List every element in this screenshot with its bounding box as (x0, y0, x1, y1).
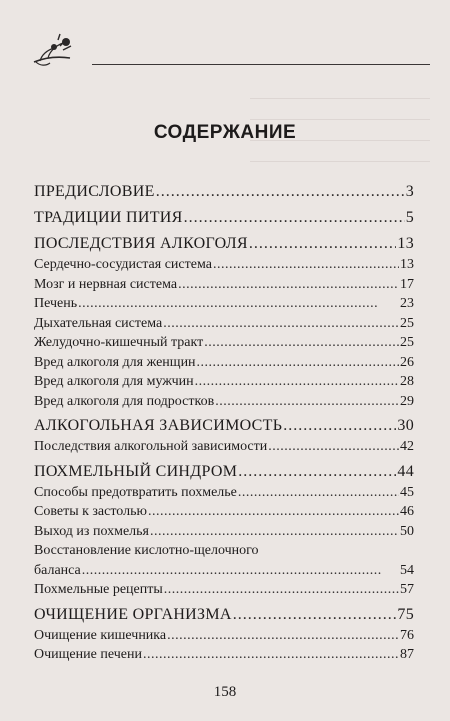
dot-leader (204, 333, 399, 353)
dot-leader (178, 275, 399, 295)
entry-title: Выход из похмелья (34, 523, 149, 539)
entry-title: Сердечно-сосудистая система (34, 257, 212, 272)
dot-leader (78, 294, 399, 314)
toc-section (34, 414, 414, 437)
page-ref: 30 (397, 417, 414, 434)
toc-section (34, 206, 414, 229)
page-ref: 46 (400, 504, 414, 519)
dot-leader (184, 206, 405, 229)
page-ref: 25 (400, 335, 414, 350)
toc-section (34, 603, 414, 626)
dot-leader (215, 392, 399, 412)
toc-entry (34, 392, 414, 412)
dot-leader (238, 460, 396, 483)
dot-leader (249, 232, 397, 255)
entry-title: Последствия алкогольной зависимости (34, 439, 268, 454)
entry-title: Дыхательная система (34, 315, 163, 331)
section-title: ПОХМЕЛЬНЫЙ СИНДРОМ (34, 462, 238, 480)
dot-leader (233, 603, 397, 626)
header-rule (92, 64, 430, 65)
page-ref: 87 (400, 647, 414, 662)
page-number: 158 (213, 684, 237, 700)
page-ref: 23 (400, 296, 414, 311)
dot-leader (167, 626, 399, 646)
toc-entry (34, 645, 414, 665)
entry-title: Советы к застолью (34, 504, 147, 519)
entry-title: Способы предотвратить похмелье (34, 484, 237, 500)
dot-leader (238, 483, 399, 503)
page-ref: 44 (397, 462, 414, 480)
toc-entry (34, 483, 414, 503)
entry-title: Вред алкоголя для мужчин (34, 374, 194, 389)
page-ref: 28 (400, 374, 414, 389)
section-title: АЛКОГОЛЬНАЯ ЗАВИСИМОСТЬ (34, 417, 283, 434)
page-ref: 75 (397, 605, 414, 623)
toc-entry (34, 522, 414, 542)
dot-leader (195, 372, 399, 392)
page-ref: 5 (405, 209, 414, 226)
page-ref: 17 (400, 276, 414, 292)
page-ref: 57 (400, 582, 414, 597)
entry-title: Вред алкоголя для женщин (34, 354, 196, 370)
entry-title: баланса (34, 562, 81, 578)
section-title: ПОСЛЕДСТВИЯ АЛКОГОЛЯ (34, 235, 248, 252)
toc-entry (34, 294, 414, 314)
table-of-contents (34, 180, 414, 665)
entry-title: Похмельные рецепты (34, 582, 163, 597)
toc-entry (34, 275, 414, 295)
toc-entry (34, 561, 414, 581)
page-ref: 13 (397, 235, 414, 252)
dot-leader (283, 414, 396, 437)
dot-leader (82, 561, 399, 581)
dot-leader (163, 314, 399, 334)
dot-leader (150, 522, 399, 542)
toc-entry (34, 353, 414, 373)
toc-entry (34, 333, 414, 353)
dot-leader (197, 353, 399, 373)
flower-sprig-icon (30, 32, 86, 68)
page-ref: 45 (400, 484, 414, 500)
toc-entry (34, 626, 414, 646)
dot-leader (164, 580, 399, 600)
page-ref: 13 (400, 257, 414, 272)
page-ref: 54 (400, 562, 414, 578)
toc-section (34, 180, 414, 203)
toc-entry (34, 437, 414, 457)
dot-leader (148, 502, 399, 522)
toc-entry (34, 255, 414, 275)
entry-title: Очищение печени (34, 647, 142, 662)
toc-entry (34, 372, 414, 392)
dot-leader (268, 437, 399, 457)
page-ref: 29 (400, 393, 414, 409)
section-title: ТРАДИЦИИ ПИТИЯ (34, 209, 183, 226)
dot-leader (143, 645, 399, 665)
page-ref: 25 (400, 315, 414, 331)
toc-entry (34, 502, 414, 522)
toc-section (34, 232, 414, 255)
entry-title: Вред алкоголя для подростков (34, 393, 215, 409)
toc-entry-line: Восстановление кислотно-щелочного (34, 543, 259, 558)
dot-leader (156, 180, 405, 203)
entry-title: Желудочно-кишечный тракт (34, 335, 204, 350)
section-title: ОЧИЩЕНИЕ ОРГАНИЗМА (34, 605, 232, 623)
entry-title: Мозг и нервная система (34, 276, 178, 292)
section-title: ПРЕДИСЛОВИЕ (34, 183, 155, 200)
toc-section (34, 460, 414, 483)
toc-title: СОДЕРЖАНИЕ (153, 122, 297, 143)
entry-title: Очищение кишечника (34, 627, 167, 643)
dot-leader (213, 255, 399, 275)
page-ref: 76 (400, 627, 414, 643)
page-ref: 42 (400, 439, 414, 454)
page-ref: 3 (405, 183, 414, 200)
toc-entry (34, 580, 414, 600)
page-ref: 26 (400, 354, 414, 370)
page-ref: 50 (400, 523, 414, 539)
entry-title: Печень (34, 296, 78, 311)
toc-entry (34, 314, 414, 334)
